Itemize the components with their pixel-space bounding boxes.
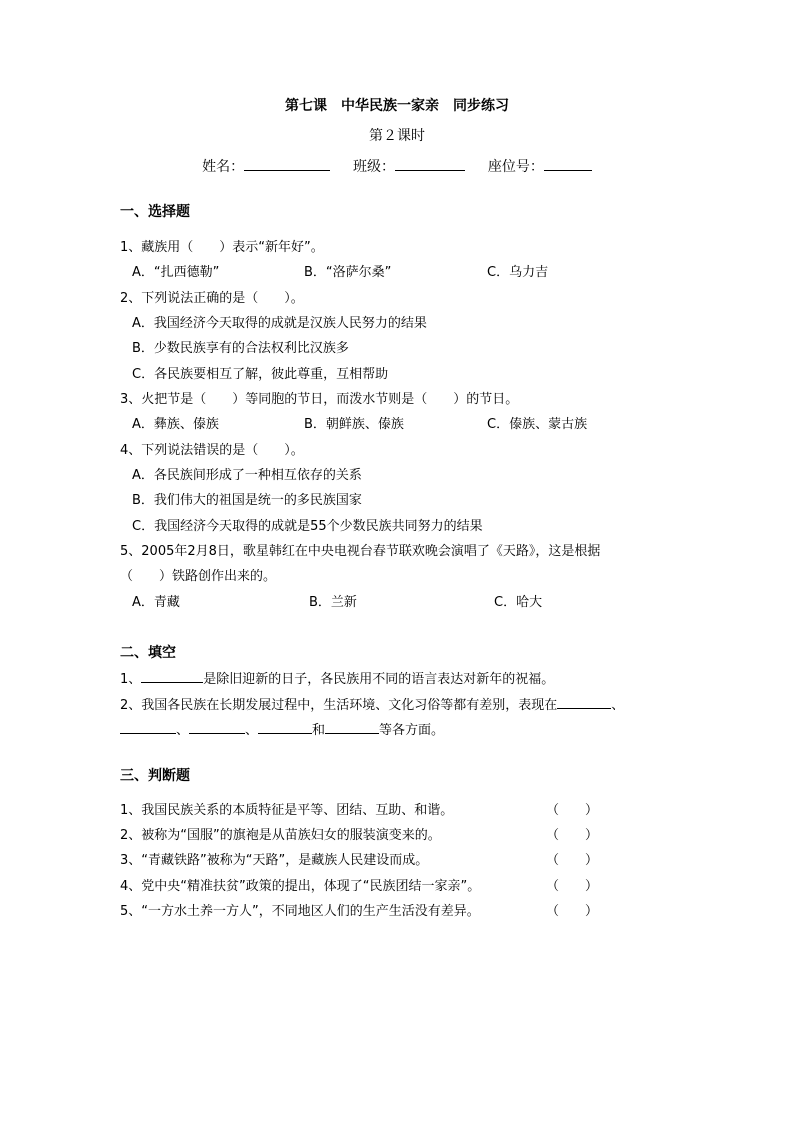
choice-q2-stem: 2、下列说法正确的是（ ）。 [120,291,304,306]
choice-q2-option-c: C．各民族要相互了解，彼此尊重，互相帮助 [132,367,389,382]
choice-q4-option-b: B．我们伟大的祖国是统一的多民族国家 [132,493,362,508]
fill-q2-blank-5[interactable] [325,719,379,734]
fill-q2-blank-4[interactable] [258,719,312,734]
judge-item-4: 4、党中央“精准扶贫”政策的提出，体现了“民族团结一家亲”。 [120,879,481,894]
choice-q5-option-b: B．兰新 [309,595,357,610]
judge-item-5-paren[interactable]: （ ） [546,904,599,919]
judge-item-1-paren[interactable]: （ ） [546,803,599,818]
seat-label: 座位号： [487,159,544,175]
fill-q2-sep-2: 、 [176,723,190,738]
choice-q3-option-b: B．朝鲜族、傣族 [304,417,404,432]
choice-q2-option-a: A．我国经济今天取得的成就是汉族人民努力的结果 [132,316,427,331]
fill-q2 [120,694,624,716]
seat-blank[interactable] [544,154,592,171]
fill-q2-blank-2[interactable] [120,719,176,734]
student-info-row [0,154,794,178]
section-choice-heading: 一、选择题 [120,204,190,220]
fill-q2-blank-1[interactable] [557,694,611,709]
choice-q1-option-b: B．“洛萨尔桑” [304,265,392,280]
page-title: 第七课 中华民族一家亲 同步练习 [285,98,509,114]
choice-q5-option-a: A．青藏 [132,595,180,610]
choice-q5-stem: 5、2005年2月8日，歌星韩红在中央电视台春节联欢晚会演唱了《天路》，这是根据 [120,544,601,559]
choice-q1-option-c: C．乌力吉 [487,265,549,280]
fill-q1-number: 1、 [120,672,142,687]
judge-item-3-paren[interactable]: （ ） [546,853,599,868]
fill-q2-sep-3: 、 [245,723,259,738]
choice-q4-stem: 4、下列说法错误的是（ ）。 [120,443,304,458]
class-blank[interactable] [395,154,465,171]
fill-q2-cont [120,719,444,741]
choice-q3-option-c: C．傣族、蒙古族 [487,417,588,432]
judge-item-4-paren[interactable]: （ ） [546,879,599,894]
section-fill-heading: 二、填空 [120,645,176,661]
fill-q1-text: 是除旧迎新的日子，各民族用不同的语言表达对新年的祝福。 [203,672,555,687]
page-subtitle: 第２课时 [369,128,425,144]
fill-q1 [120,668,554,690]
choice-q3-option-a: A．彝族、傣族 [132,417,219,432]
judge-item-5: 5、“一方水土养一方人”，不同地区人们的生产生活没有差异。 [120,904,480,919]
class-label: 班级： [353,159,395,175]
fill-q1-blank[interactable] [141,668,203,683]
fill-q2-end: 等各方面。 [379,723,445,738]
name-blank[interactable] [244,154,330,171]
fill-q2-blank-3[interactable] [189,719,245,734]
judge-item-2-paren[interactable]: （ ） [546,828,599,843]
choice-q5-stem-cont: （ ）铁路创作出来的。 [120,569,277,584]
choice-q4-option-a: A．各民族间形成了一种相互依存的关系 [132,468,362,483]
judge-item-1: 1、我国民族关系的本质特征是平等、团结、互助、和谐。 [120,803,454,818]
choice-q1-option-a: A．“扎西德勒” [132,265,220,280]
choice-q1-stem: 1、藏族用（ ）表示“新年好”。 [120,240,324,255]
judge-item-3: 3、“青藏铁路”被称为“天路”，是藏族人民建设而成。 [120,853,429,868]
choice-q4-option-c: C．我国经济今天取得的成就是55个少数民族共同努力的结果 [132,519,483,534]
judge-item-2: 2、被称为“国服”的旗袍是从苗族妇女的服装演变来的。 [120,828,441,843]
section-judge-heading: 三、判断题 [120,768,190,784]
choice-q3-stem: 3、火把节是（ ）等同胞的节日，而泼水节则是（ ）的节日。 [120,392,519,407]
choice-q5-option-c: C．哈大 [494,595,543,610]
name-label: 姓名： [202,159,245,175]
choice-q2-option-b: B．少数民族享有的合法权利比汉族多 [132,341,349,356]
fill-q2-text: 2、我国各民族在长期发展过程中，生活环境、文化习俗等都有差别，表现在 [120,698,558,713]
fill-q2-sep-1: 、 [611,698,625,713]
fill-q2-and: 和 [312,723,326,738]
